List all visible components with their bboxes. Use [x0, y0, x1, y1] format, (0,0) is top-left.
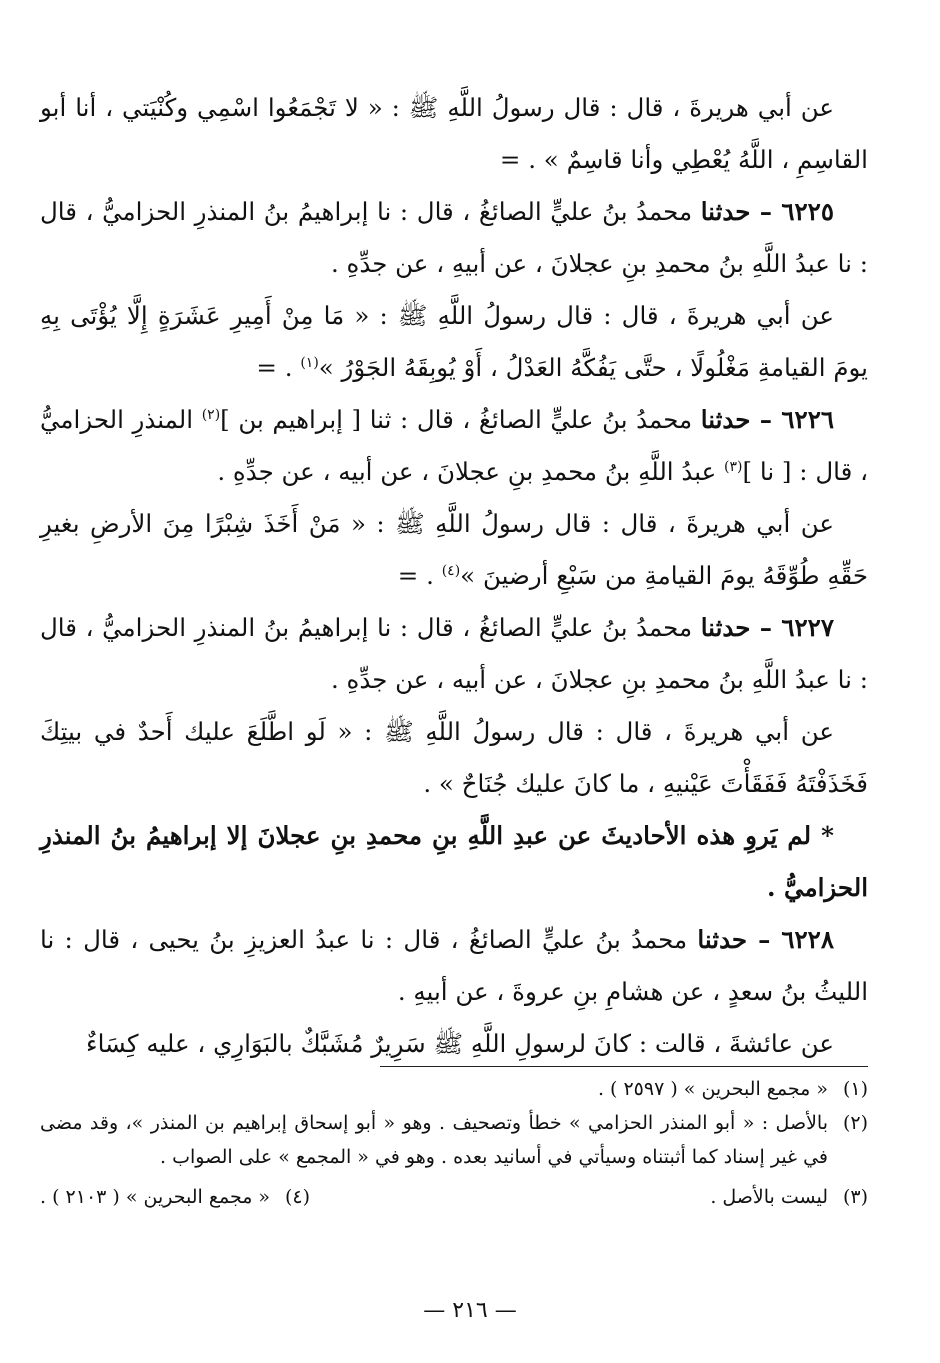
footnote-4-text: « مجمع البحرين » ( ٢١٠٣ ) .: [40, 1186, 271, 1208]
footnote-1-mark: (١): [842, 1078, 868, 1100]
hadith-text-3: [40, 498, 868, 602]
footnote-2-text: بالأصل : « أبو المنذر الحزامي » خطأ وتصحيف . وهو « أبو إسحاق إبراهيم بن المنذر »، وقد مضى في غير إسناد كما أثبتناه وسيأتي في أسانيد بعده . وهو في « المجمع » على الصواب .: [40, 1112, 828, 1168]
hadith-6227-isnad: محمدُ بنُ عليٍّ الصائغُ ، قال : نا إبراهيمُ بنُ المنذرِ الحزاميُّ ، قال : نا عبدُ اللَّهِ بنُ محمدِ بنِ عجلانَ ، عن أبيه ، عن جدِّهِ .: [40, 613, 868, 694]
footnote-3: [710, 1180, 868, 1214]
hadith-text-1: [40, 82, 868, 186]
hadith-6225-number: ٦٢٢٥ – حدثنا: [700, 197, 834, 226]
footnote-2: [40, 1106, 868, 1174]
editor-note: [40, 810, 868, 914]
footnotes: [40, 1072, 868, 1214]
footnote-3-mark: (٣): [842, 1186, 868, 1208]
footnote-1-text: « مجمع البحرين » ( ٢٥٩٧ ) .: [597, 1078, 828, 1100]
hadith-text-5-content: عن عائشةَ ، قالت : كانَ لرسولِ اللَّهِ ﷺ سَرِيرٌ مُشَبَّكٌ بالبَوَارِي ، عليه كِسَاءٌ: [86, 1029, 834, 1058]
hadith-text-3-end: . =: [397, 561, 442, 590]
hadith-6227-number: ٦٢٢٧ – حدثنا: [700, 613, 834, 642]
footnote-row-3-4: [40, 1180, 868, 1214]
hadith-text-4-content: عن أبي هريرةَ ، قال : قال رسولُ اللَّهِ ﷺ : « لَو اطَّلَعَ عليك أَحدٌ في بيتِكَ فَخَذَفْتَهُ فَفَقَأْتَ عَيْنيهِ ، ما كانَ عليك جُنَاحٌ » .: [40, 717, 868, 798]
editor-note-content: * لم يَروِ هذه الأحاديثَ عن عبدِ اللَّهِ بنِ محمدِ بنِ عجلانَ إلا إبراهيمُ بنُ المنذرِ الحزاميُّ .: [40, 821, 868, 902]
hadith-6227-chain: [40, 602, 868, 706]
footnote-4-mark: (٤): [285, 1186, 311, 1208]
footnote-3-text: ليست بالأصل .: [710, 1186, 828, 1208]
hadith-6226-isnad-a: محمدُ بنُ عليٍّ الصائغُ ، قال : ثنا [ إبراهيم بن ]: [220, 405, 693, 434]
hadith-6226-isnad-c: عبدُ اللَّهِ بنُ محمدِ بنِ عجلانَ ، عن أبيه ، عن جدِّهِ .: [217, 457, 725, 486]
hadith-text-4: [40, 706, 868, 810]
footnote-4: [40, 1180, 310, 1214]
hadith-6226-chain: [40, 394, 868, 498]
footnote-divider: [380, 1066, 868, 1067]
hadith-text-5: [40, 1018, 868, 1070]
footnote-2-mark: (٢): [842, 1112, 868, 1134]
hadith-6225-isnad: محمدُ بنُ عليٍّ الصائغُ ، قال : نا إبراهيمُ بنُ المنذرِ الحزاميُّ ، قال : نا عبدُ اللَّهِ بنُ محمدِ بنِ عجلانَ ، عن أبيهِ ، عن جدِّهِ .: [40, 197, 868, 278]
hadith-6225-chain: [40, 186, 868, 290]
page-body: [40, 82, 868, 1070]
hadith-6228-number: ٦٢٢٨ – حدثنا: [697, 925, 834, 954]
hadith-6228-chain: [40, 914, 868, 1018]
hadith-6226-number: ٦٢٢٦ – حدثنا: [700, 405, 835, 434]
hadith-text-1-content: عن أبي هريرةَ ، قال : قال رسولُ اللَّهِ ﷺ : « لا تَجْمَعُوا اسْمِي وكُنْيَتي ، أنا أبو القاسِمِ ، اللَّهُ يُعْطِي وأنا قاسِمٌ » . =: [40, 93, 868, 174]
hadith-text-3-content: عن أبي هريرةَ ، قال : قال رسولُ اللَّهِ ﷺ : « مَنْ أَخَذَ شِبْرًا مِنَ الأرضِ بغيرِ حَقِّهِ طُوِّقَهُ يومَ القيامةِ من سَبْعِ أرضينَ »: [40, 509, 868, 590]
hadith-6226-isnad-b: المنذرِ الحزاميُّ ، قال : [ نا ]: [40, 405, 868, 486]
footnote-1: [40, 1072, 868, 1106]
page-number: — ٢١٦ —: [423, 1298, 517, 1323]
hadith-text-2: [40, 290, 868, 394]
hadith-6228-isnad: محمدُ بنُ عليٍّ الصائغُ ، قال : نا عبدُ العزيزِ بنُ يحيى ، قال : نا الليثُ بنُ سعدٍ ، عن هشامِ بنِ عروةَ ، عن أبيهِ .: [40, 925, 868, 1006]
hadith-text-2-end: . =: [256, 353, 301, 382]
footnote-ref-3[interactable]: (٣): [724, 458, 743, 475]
footnote-ref-2[interactable]: (٢): [201, 406, 221, 423]
hadith-text-2-content: عن أبي هريرةَ ، قال : قال رسولُ اللَّهِ ﷺ : « مَا مِنْ أَمِيرِ عَشَرَةٍ إِلَّا يُؤْتَى بِهِ يومَ القيامةِ مَغْلُولًا ، حتَّى يَفُكَّهُ العَدْلُ ، أَوْ يُوبِقَهُ الجَوْرُ »: [40, 301, 868, 382]
footnote-ref-4[interactable]: (٤): [441, 562, 461, 579]
footnote-ref-1[interactable]: (١): [300, 354, 319, 371]
